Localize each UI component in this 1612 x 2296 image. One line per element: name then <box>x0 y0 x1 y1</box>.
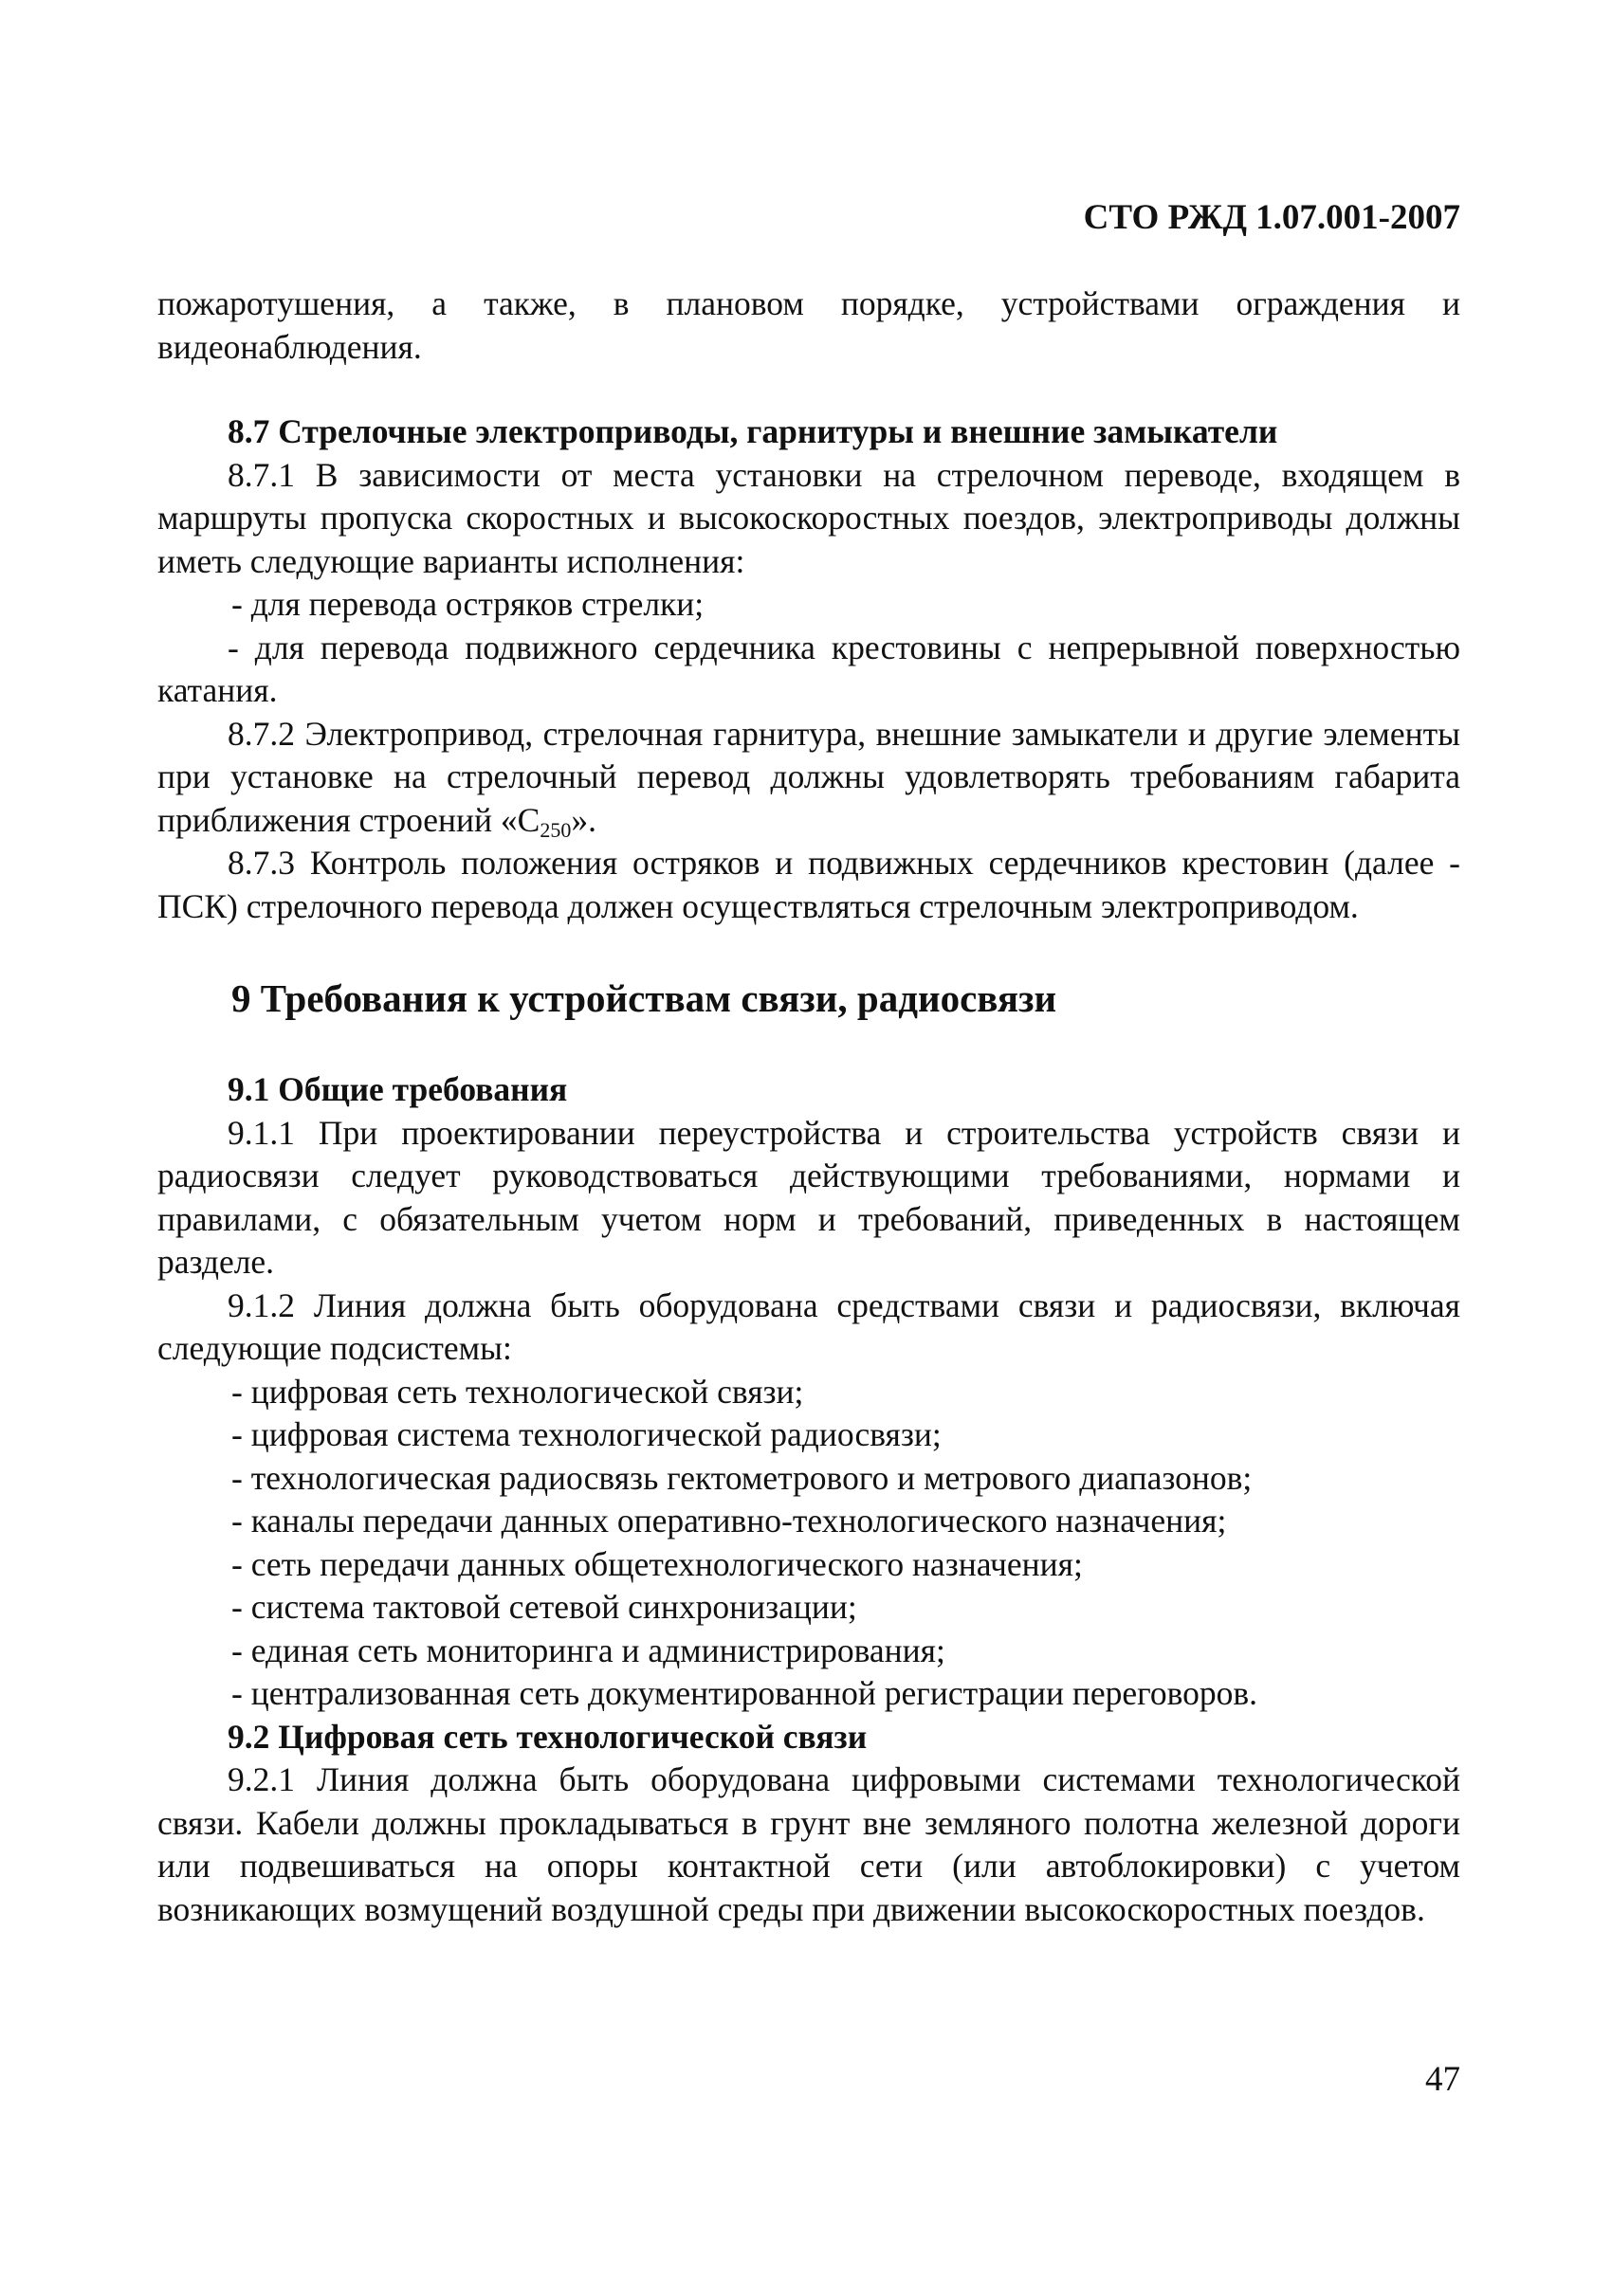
subscript-250: 250 <box>540 817 572 842</box>
document-code: СТО РЖД 1.07.001-2007 <box>1083 198 1460 237</box>
list-item: - централизованная сеть документированной регистрации переговоров. <box>231 1674 1258 1712</box>
list-item: - каналы передачи данных оперативно-технологического назначения; <box>231 1502 1227 1540</box>
paragraph-8-7-1: 8.7.1 В зависимости от места установки на стрелочном переводе, входящем в маршруты пропуска скоростных и высокоскоростных поездов, электроприводы должны иметь следующие варианты исполнения: <box>157 455 1460 580</box>
section-8-7-heading: 8.7 Стрелочные электроприводы, гарнитуры и внешние замыкатели <box>228 412 1278 450</box>
section-9-1-heading: 9.1 Общие требования <box>228 1070 568 1108</box>
list-item: - сеть передачи данных общетехнологического назначения; <box>231 1544 1083 1583</box>
paragraph-8-7-2 <box>157 713 1460 843</box>
paragraph-9-2-1: 9.2.1 Линия должна быть оборудована цифровыми системами технологической связи. Кабели должны прокладываться в грунт вне земляного полотна железной дороги или подвешиваться на опоры контактной сети (или автоблокировки) с учетом возникающих возмущений воздушной среды при движении высокоскоростных поездов. <box>157 1760 1460 1928</box>
paragraph-8-7-2-text: 8.7.2 Электропривод, стрелочная гарнитура, внешние замыкатели и другие элементы при установке на стрелочный перевод должны удовлетворять требованиям габарита приближения строений «С <box>157 714 1460 839</box>
section-9-2-heading: 9.2 Цифровая сеть технологической связи <box>228 1717 868 1756</box>
list-item: - система тактовой сетевой синхронизации; <box>231 1588 857 1626</box>
list-item: - для перевода подвижного сердечника крестовины с непрерывной поверхностью катания. <box>157 628 1460 709</box>
section-9-heading: 9 Требования к устройствам связи, радиосвязи <box>231 976 1057 1020</box>
page-number: 47 <box>1425 2060 1460 2099</box>
page-content <box>157 282 1460 1931</box>
paragraph-9-1-1: 9.1.1 При проектировании переустройства и строительства устройств связи и радиосвязи следует руководствоваться действующими требованиями, нормами и правилами, с обязательным учетом норм и требований, приведенных в настоящем разделе. <box>157 1113 1460 1281</box>
paragraph-9-1-2: 9.1.2 Линия должна быть оборудована средствами связи и радиосвязи, включая следующие подсистемы: <box>157 1285 1460 1367</box>
list-item: - для перевода остряков стрелки; <box>231 585 705 623</box>
paragraph-continuation: пожаротушения, а также, в плановом порядке, устройствами ограждения и видеонаблюдения. <box>157 284 1460 366</box>
list-item: - единая сеть мониторинга и администрирования; <box>231 1631 945 1669</box>
paragraph-8-7-3: 8.7.3 Контроль положения остряков и подвижных сердечников крестовин (далее - ПСК) стрелочного перевода должен осуществляться стрелочным электроприводом. <box>157 844 1460 925</box>
list-item: - цифровая система технологической радиосвязи; <box>231 1415 942 1453</box>
list-item: - технологическая радиосвязь гектометрового и метрового диапазонов; <box>231 1458 1253 1497</box>
list-item: - цифровая сеть технологической связи; <box>231 1372 804 1411</box>
paragraph-8-7-2-end: ». <box>571 800 596 839</box>
